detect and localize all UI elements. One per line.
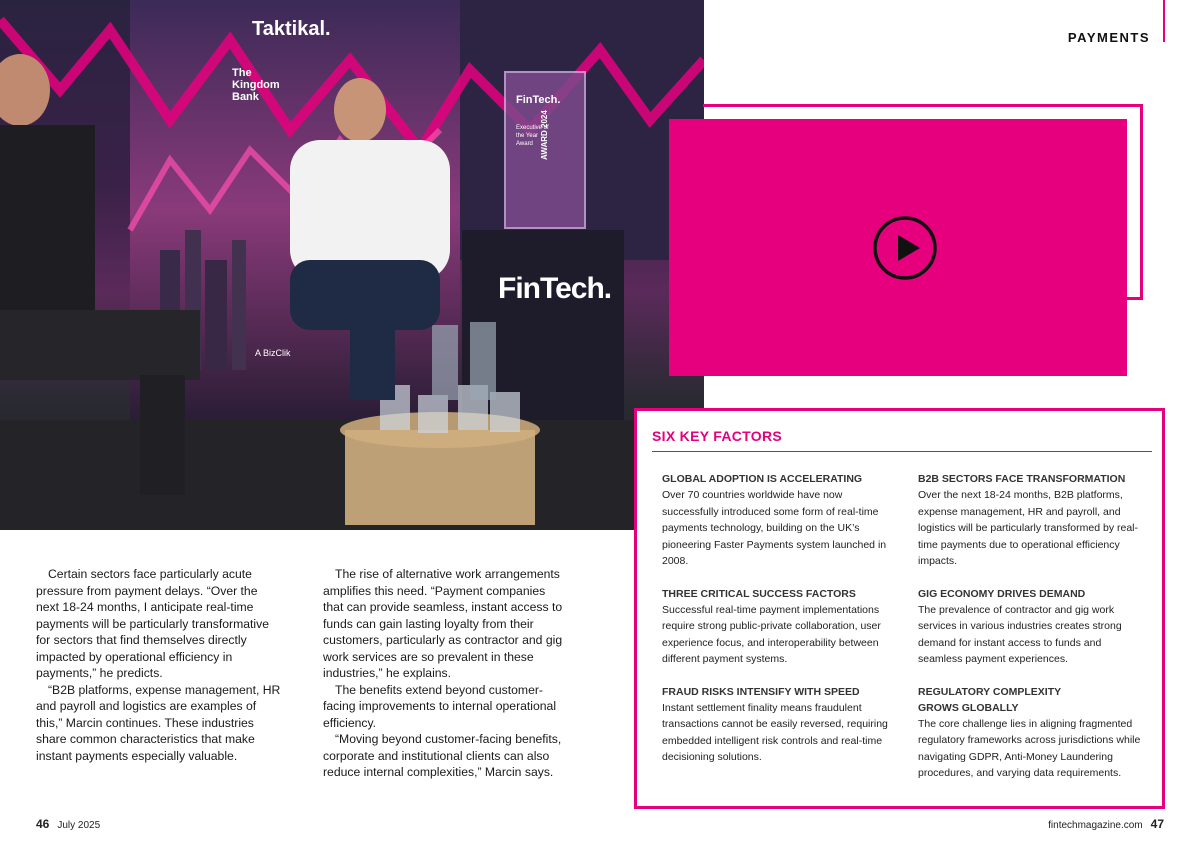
article-paragraph: “B2B platforms, expense management, HR and payroll and logistics are examples of this,” Marcin continues. These industries share common characteristics that make instant payments especially valuable. [36, 682, 281, 763]
factor-body: The prevalence of contractor and gig work services in various industries creates strong demand for instant access to funds and seamless payment experiences. [918, 603, 1122, 665]
backdrop-bizclik-text: A BizClik [255, 348, 291, 358]
factor-item [918, 471, 1148, 570]
factor-item [662, 471, 892, 570]
article-column-2 [323, 566, 568, 781]
backdrop-fintech-logo: FinTech. [498, 272, 612, 305]
factor-body: Over the next 18-24 months, B2B platforms, expense management, HR and payroll, and logistics will be particularly transformed by real-time payments due to operational efficiency impacts. [918, 489, 1138, 567]
factors-column-left [662, 471, 892, 782]
footer-left [36, 817, 100, 831]
sponsor-logo-taktikal: Taktikal. [252, 18, 331, 40]
issue-date: July 2025 [57, 820, 101, 831]
event-photo [0, 0, 704, 530]
article-paragraph: The benefits extend beyond customer-facing improvements to internal operational efficiency. [323, 682, 557, 730]
section-rule [1163, 0, 1165, 42]
factor-heading: FRAUD RISKS INTENSIFY WITH SPEED [662, 685, 860, 698]
factor-heading: REGULATORY COMPLEXITY GROWS GLOBALLY [918, 685, 1061, 714]
six-key-factors-box [634, 408, 1165, 809]
award-title: Executive of the Year Award [516, 125, 549, 147]
article-paragraph: The rise of alternative work arrangements amplifies this need. “Payment companies that can provide seamless, instant access to funds can gain lasting loyalty from their customers, particularly as contractor and gig work services are so prevalent in these industries,” he explains. [323, 567, 563, 680]
factor-item [662, 684, 892, 766]
sponsor-logo-kingdom-bank: The Kingdom Bank [232, 67, 280, 103]
section-label: PAYMENTS [1067, 30, 1150, 45]
article-paragraph: “Moving beyond customer-facing benefits, corporate and institutional clients can also reduce internal complexities,” Marcin says. [323, 732, 562, 779]
factors-divider [652, 451, 1152, 452]
factor-body: The core challenge lies in aligning fragmented regulatory frameworks across jurisdictions while navigating GDPR, Anti-Money Laundering procedures, and varying data requirements. [918, 717, 1141, 779]
factors-column-right [918, 471, 1148, 798]
factor-item [918, 684, 1148, 782]
photo-scene [0, 0, 704, 530]
article-column-1 [36, 566, 281, 764]
factor-body: Over 70 countries worldwide have now successfully introduced some form of real-time payments technology, building on the UK’s pioneering Faster Payments system launched in 2008. [662, 489, 887, 567]
site-link[interactable]: fintechmagazine.com [1048, 820, 1143, 831]
factor-heading: B2B SECTORS FACE TRANSFORMATION [918, 473, 1126, 485]
factor-heading: GLOBAL ADOPTION IS ACCELERATING [662, 473, 863, 485]
article-paragraph: Certain sectors face particularly acute pressure from payment delays. “Over the next 18-24 months, I anticipate real-time payments will be particularly transformative for sectors that find themselves directly impacted by operational efficiency in payments,” he predicts. [36, 567, 270, 680]
factor-item [662, 586, 892, 668]
page-number-left: 46 [36, 817, 50, 831]
play-icon[interactable] [873, 216, 937, 280]
footer-right [1048, 817, 1164, 831]
factor-item [918, 586, 1148, 668]
factor-heading: GIG ECONOMY DRIVES DEMAND [918, 587, 1086, 600]
video-player[interactable] [669, 119, 1127, 376]
award-fintech-logo: FinTech. [516, 94, 561, 106]
page-number-right: 47 [1150, 817, 1164, 831]
award-year: AWARD 2024 [540, 110, 549, 160]
factor-body: Instant settlement finality means fraudulent transactions cannot be easily reversed, requiring embedded intelligent risk controls and real-time decisioning solutions. [662, 701, 888, 763]
factors-title: SIX KEY FACTORS [652, 428, 783, 444]
factor-heading: THREE CRITICAL SUCCESS FACTORS [662, 587, 856, 600]
factor-body: Successful real-time payment implementations require strong public-private collaboration, user experience focus, and interoperability between different payment systems. [662, 603, 881, 665]
